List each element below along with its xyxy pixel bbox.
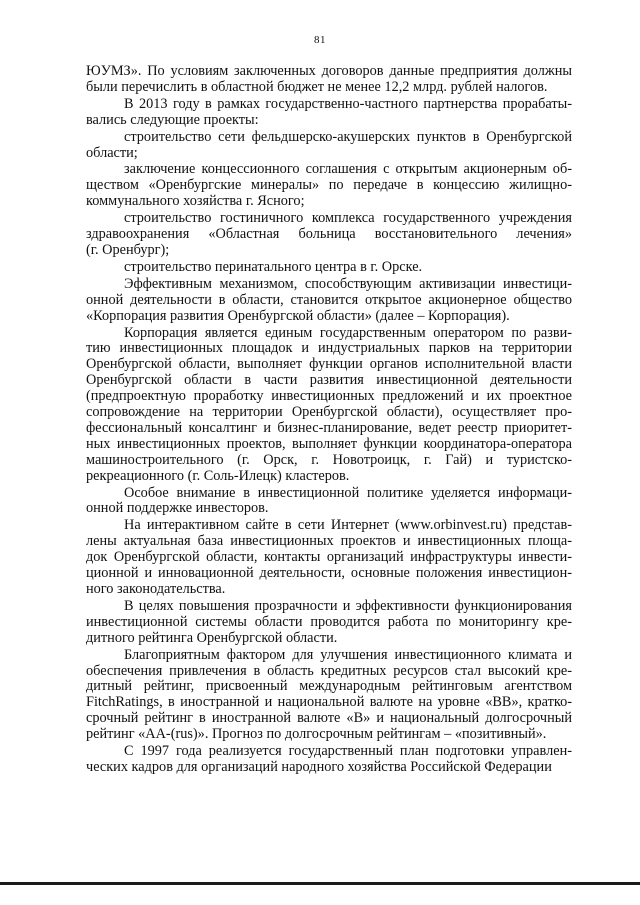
text-line: Эффективным механизмом, способствующим активизации инвестици- (124, 275, 572, 292)
text-line: FitchRatings, в иностранной и национальной валюте на уровне «BB», кратко- (86, 694, 572, 711)
text-line: ных инвестиционных проектов, выполняет функции координатора-оператора (86, 435, 572, 452)
paragraph (86, 64, 572, 96)
text-line: строительство гостиничного комплекса государственного учреждения (124, 210, 572, 227)
text-line: В целях повышения прозрачности и эффективности функционирования (124, 597, 572, 614)
document-body (86, 64, 572, 777)
text-line: фессиональный консалтинг и бизнес-планирование, ведет реестр приоритет- (86, 419, 572, 436)
text-line: ществом «Оренбургские минералы» по передаче в концессию жилищно- (86, 177, 572, 194)
text-line: дитный рейтинг, присвоенный международным рейтинговым агентством (86, 678, 572, 695)
text-line: (предпроектную проработку инвестиционных предложений и их проектное (86, 388, 572, 405)
text-line: тию инвестиционных площадок и индустриальных парков на территории (86, 340, 572, 357)
text-line: Особое внимание в инвестиционной политике уделяется информаци- (124, 484, 572, 501)
page-number: 81 (314, 34, 326, 46)
text-line: Оренбургской области в части развития инвестиционной деятельности (86, 372, 572, 389)
text-line: На интерактивном сайте в сети Интернет (www.orbinvest.ru) представ- (124, 517, 572, 534)
text-line: области; (86, 144, 138, 161)
bottom-rule (0, 882, 640, 885)
text-line: коммунального хозяйства г. Ясного; (86, 193, 305, 210)
text-line: (г. Оренбург); (86, 241, 170, 258)
text-line: В 2013 году в рамках государственно-частного партнерства прорабаты- (124, 95, 572, 112)
text-line: «Корпорация развития Оренбургской области» (далее – Корпорация). (86, 307, 510, 324)
paragraph (86, 260, 572, 276)
text-line: здравоохранения «Областная больница восстановительного лечения» (86, 226, 572, 243)
text-line: С 1997 года реализуется государственный план подготовки управлен- (124, 743, 572, 760)
text-line: строительство перинатального центра в г. Орске. (124, 258, 423, 275)
text-line: инвестиционной системы области проводится работа по мониторингу кре- (86, 613, 572, 630)
text-line: срочный рейтинг в иностранной валюте «B» и национальный долгосрочный (86, 710, 572, 727)
text-line: ционной и инновационной деятельности, основные положения инвестицион- (86, 565, 572, 582)
text-line: Благоприятным фактором для улучшения инвестиционного климата и (124, 646, 572, 663)
paragraph (86, 97, 572, 129)
paragraph (86, 599, 572, 647)
text-line: онной деятельности в области, становится открытое акционерное общество (86, 291, 572, 308)
text-line: ческих кадров для организаций народного хозяйства Российской Федерации (86, 758, 552, 775)
paragraph (86, 130, 572, 162)
text-line: машиностроительного (г. Орск, г. Новотроицк, г. Гай) и туристско- (86, 451, 572, 468)
paragraph (86, 211, 572, 259)
text-line: лены актуальная база инвестиционных проектов и инвестиционных площа- (86, 533, 572, 550)
text-line: рейтинг «AA-(rus)». Прогноз по долгосрочным рейтингам – «позитивный». (86, 726, 547, 743)
text-line: Оренбургской области, выполняет функции органов исполнительной власти (86, 356, 572, 373)
text-line: дитного рейтинга Оренбургской области. (86, 629, 338, 646)
paragraph (86, 326, 572, 485)
paragraph (86, 162, 572, 210)
paragraph (86, 648, 572, 743)
text-line: заключение концессионного соглашения с открытым акционерным об- (124, 161, 572, 178)
paragraph (86, 744, 572, 776)
text-line: рекреационного (г. Соль-Илецк) кластеров. (86, 467, 350, 484)
text-line: обеспечения привлечения в область кредитных ресурсов стал высокий кре- (86, 662, 572, 679)
text-line: вались следующие проекты: (86, 111, 259, 128)
text-line: сопровождение на территории Оренбургской области), осуществляет про- (86, 404, 572, 421)
paragraph (86, 277, 572, 325)
text-line: строительство сети фельдшерско-акушерских пунктов в Оренбургской (124, 128, 572, 145)
text-line: Корпорация является единым государственным оператором по разви- (124, 324, 572, 341)
paragraph (86, 486, 572, 518)
text-line: ного законодательства. (86, 581, 226, 597)
text-line: были перечислить в областной бюджет не менее 12,2 млрд. рублей налогов. (86, 78, 548, 95)
paragraph (86, 518, 572, 598)
text-line: ЮУМЗ». По условиям заключенных договоров данные предприятия должны (86, 63, 572, 79)
text-line: онной поддержке инвесторов. (86, 500, 269, 517)
text-line: док Оренбургской области, контакты организаций инфраструктуры инвести- (86, 549, 572, 566)
